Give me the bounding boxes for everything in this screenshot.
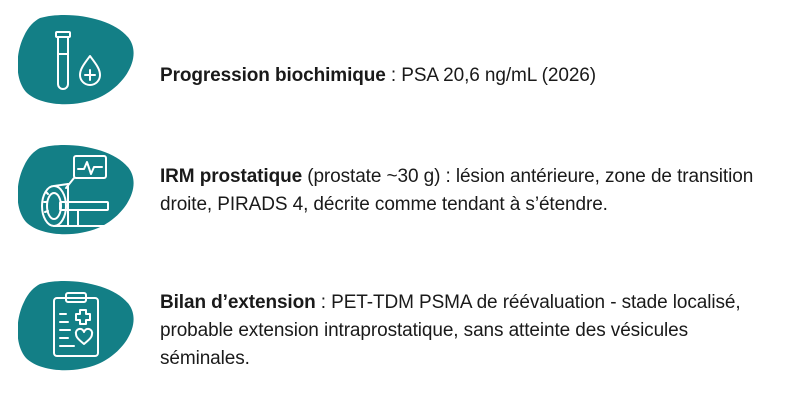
finding-bilan-extension [0,276,799,396]
test-tube-drop-icon [18,14,134,106]
mri-scanner-icon [18,144,134,236]
finding-label: Progression biochimique [160,65,386,86]
finding-label: Bilan d’extension [160,292,316,313]
finding-text [160,62,780,90]
finding-detail: : PSA 20,6 ng/mL (2026) [385,65,596,86]
finding-progression-biochimique [0,10,799,110]
finding-text [160,289,780,373]
finding-detail: (prostate ~30 g) : lésion antérieure, zone de transition droite, PIRADS 4, décrite comme tendant à s’étendre. [160,166,754,215]
finding-detail: : PET-TDM PSMA de réévaluation - stade localisé, probable extension intraprostatique, sans atteinte des vésicules séminales. [160,292,741,369]
finding-text [160,163,780,219]
finding-label: IRM prostatique [160,166,303,187]
finding-irm-prostatique [0,140,799,250]
medical-clipboard-icon [18,280,134,372]
